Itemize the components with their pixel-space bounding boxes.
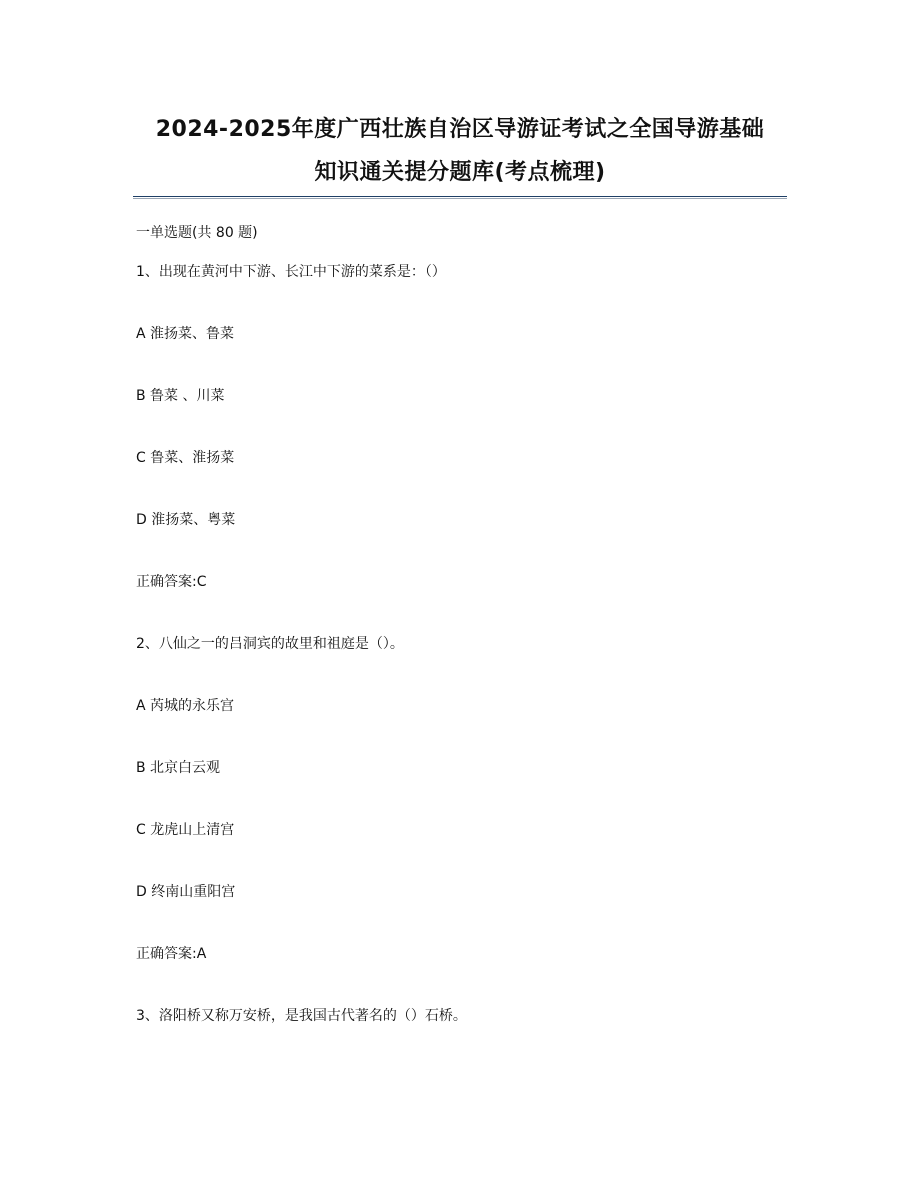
document-title-line-1: 2024-2025年度广西壮族自治区导游证考试之全国导游基础 [155,117,765,142]
document-title-line-2: 知识通关提分题库(考点梳理) [314,160,606,185]
question-1-option-c: C 鲁菜、淮扬菜 [136,450,235,466]
section-heading: 一单选题(共 80 题) [136,225,258,241]
question-3-stem: 3、洛阳桥又称万安桥，是我国古代著名的（）石桥。 [136,1008,467,1024]
question-2-option-a: A 芮城的永乐宫 [136,698,235,714]
title-divider [133,196,787,197]
question-2-stem: 2、八仙之一的吕洞宾的故里和祖庭是（）。 [136,636,404,652]
question-2-option-b: B 北京白云观 [136,760,221,776]
question-2-option-c: C 龙虎山上清宫 [136,822,235,838]
question-1-option-a: A 淮扬菜、鲁菜 [136,326,235,342]
question-1-option-b: B 鲁菜 、川菜 [136,388,225,404]
title-divider-shadow [133,198,787,199]
question-1-answer: 正确答案:C [136,574,207,590]
question-2-answer: 正确答案:A [136,946,207,962]
question-2-option-d: D 终南山重阳宫 [136,884,236,900]
question-1-stem: 1、出现在黄河中下游、长江中下游的菜系是：（） [136,264,446,280]
question-1-option-d: D 淮扬菜、粤菜 [136,512,236,528]
